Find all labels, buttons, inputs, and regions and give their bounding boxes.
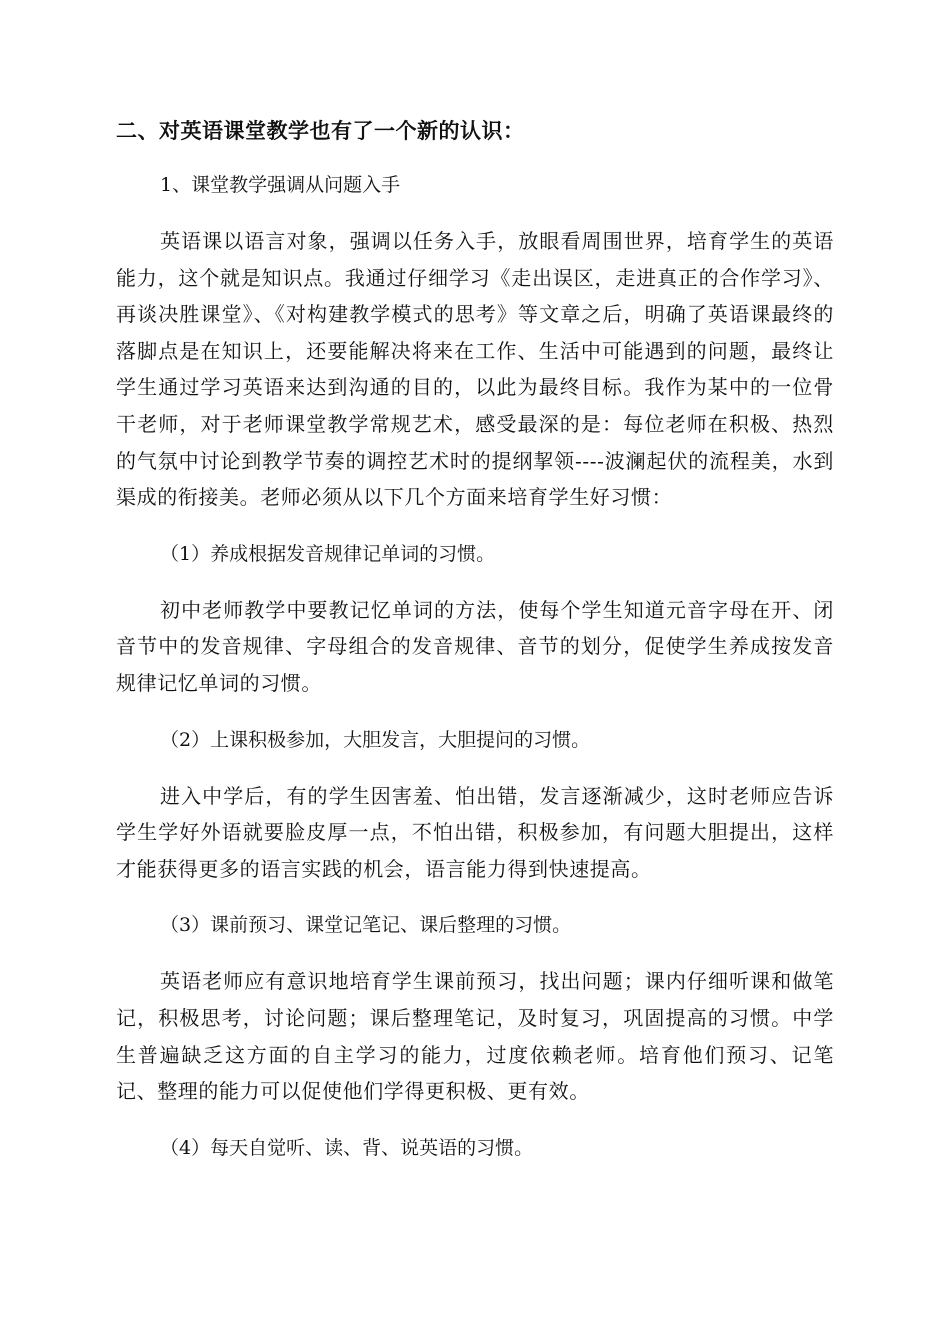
- document-body: [116, 113, 834, 1186]
- habit-title-2: （2）上课积极参加，大胆发言，大胆提问的习惯。: [160, 728, 591, 751]
- habit-body-3: 英语老师应有意识地培育学生课前预习，找出问题；课内仔细听课和做笔记，积极思考，讨论问题；课后整理笔记，及时复习，巩固提高的习惯。中学生普遍缺乏这方面的自主学习的能力，过度依赖老师。培育他们预习、记笔记、整理的能力可以促使他们学得更积极、更有效。: [116, 969, 834, 1104]
- habit-title-3: （3）课前预习、课堂记笔记、课后整理的习惯。: [160, 914, 572, 937]
- intro-paragraph: 英语课以语言对象，强调以任务入手，放眼看周围世界，培育学生的英语能力，这个就是知识点。我通过仔细学习《走出误区，走进真正的合作学习》、再谈决胜课堂》、《对构建教学模式的思考》等文章之后，明确了英语课最终的落脚点是在知识上，还要能解决将来在工作、生活中可能遇到的问题，最终让学生通过学习英语来达到沟通的目的，以此为最终目标。我作为某中的一位骨干老师，对于老师课堂教学常规艺术，感受最深的是：每位老师在积极、热烈的气氛中讨论到教学节奏的调控艺术时的提纲挈领----波澜起伏的流程美，水到渠成的衔接美。老师必须从以下几个方面来培育学生好习惯：: [116, 229, 834, 510]
- section-heading: 二、对英语课堂教学也有了一个新的认识：: [116, 119, 525, 143]
- habit-title-4: （4）每天自觉听、读、背、说英语的习惯。: [160, 1136, 534, 1159]
- habit-title-1: （1）养成根据发音规律记单词的习惯。: [160, 542, 496, 565]
- habit-body-2: 进入中学后，有的学生因害羞、怕出错，发言逐渐减少，这时老师应告诉学生学好外语就要脸皮厚一点，不怕出错，积极参加，有问题大胆提出，这样才能获得更多的语言实践的机会，语言能力得到快速提高。: [116, 783, 834, 881]
- subheading: 1、课堂教学强调从问题入手: [160, 174, 401, 196]
- habit-body-1: 初中老师教学中要教记忆单词的方法，使每个学生知道元音字母在开、闭音节中的发音规律、字母组合的发音规律、音节的划分，促使学生养成按发音规律记忆单词的习惯。: [116, 597, 834, 695]
